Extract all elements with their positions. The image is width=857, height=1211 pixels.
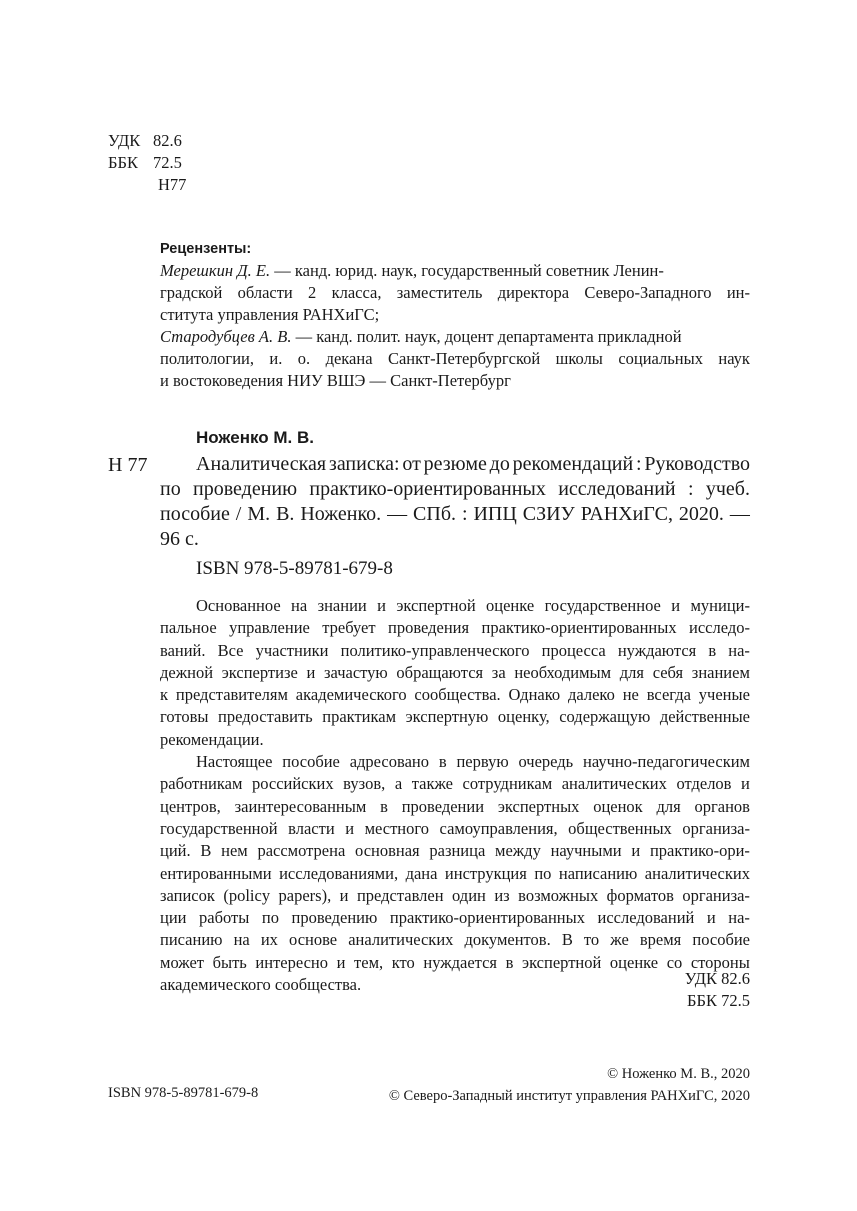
reviewers-block — [160, 238, 750, 392]
reviewer-1-name: Мерешкин Д. Е. — [160, 261, 271, 280]
annotation-p2-line: записок (policy papers), и представлен один из возможных форматов организа- — [160, 885, 750, 905]
isbn-main: ISBN 978-5-89781-679-8 — [196, 558, 393, 579]
udk-label: УДК — [108, 131, 141, 150]
annotation-p2-line: писанию на их основе аналитических документов. В то же время пособие — [160, 930, 750, 950]
udk-row — [108, 130, 186, 152]
annotation-p1-line: Основанное на знании и экспертной оценке государственное и муници- — [196, 596, 750, 615]
bbk-row — [108, 152, 186, 174]
udk-value: 82.6 — [153, 131, 182, 150]
reviewers-heading: Рецензенты: — [160, 241, 252, 257]
annotation-p2-line: академического сообщества. — [160, 975, 362, 995]
classification-codes — [108, 130, 186, 196]
annotation-p2-line: центров, заинтересованным в проведении экспертных оценок для органов — [160, 796, 750, 816]
reviewer-2-line-2: политологии, и. о. декана Санкт-Петербургской школы социальных наук — [160, 349, 750, 368]
reviewer-2-line-3: и востоковедения НИУ ВШЭ — Санкт-Петербург — [160, 371, 511, 390]
annotation-p2-line: государственной власти и местного самоуправления, общественных организа- — [160, 818, 750, 838]
annotation-p1-line: пальное управление требует проведения практико-ориентированных исследо- — [160, 618, 750, 638]
annotation-p2-line: работникам российских вузов, а также сотрудникам аналитических отделов и — [160, 774, 750, 794]
annotation-p1-line: готовы предоставить практикам экспертную оценку, содержащую действенные — [160, 707, 750, 727]
biblio-line-3: пособие / М. В. Ноженко. — СПб. : ИПЦ СЗИУ РАНХиГС, 2020. — — [160, 503, 750, 525]
annotation — [160, 595, 750, 996]
footer-udk: УДК 82.6 — [684, 969, 750, 988]
biblio-code: Н 77 — [108, 454, 148, 476]
footer-bbk: ББК 72.5 — [687, 991, 750, 1010]
biblio-description — [160, 452, 750, 552]
annotation-p2-line: Настоящее пособие адресовано в первую очередь научно-педагогическим — [196, 752, 750, 772]
reviewer-2-name: Стародубцев А. В. — [160, 327, 292, 346]
reviewer-1-text: — канд. юрид. наук, государственный советник Ленин- — [270, 261, 664, 280]
annotation-p1-line: рекомендации. — [160, 729, 264, 749]
biblio-line-4: 96 с. — [160, 528, 199, 550]
copyright-institute: © Северо-Западный институт управления РАНХиГС, 2020 — [388, 1088, 750, 1104]
annotation-p1-line: дежной экспертизе и зачастую обращаются за необходимым для себя знанием — [160, 662, 750, 682]
reviewer-1-line-1 — [160, 260, 750, 282]
reviewer-1-line-3: ститута управления РАНХиГС; — [160, 305, 380, 324]
footer-codes — [685, 968, 750, 1012]
annotation-p2-line: может быть интересно и тем, кто нуждается в экспертной оценке со стороны — [160, 952, 750, 972]
copyright-block — [389, 1063, 750, 1107]
reviewer-2-line-1 — [160, 326, 750, 348]
isbn-bottom: ISBN 978-5-89781-679-8 — [108, 1085, 259, 1101]
biblio-line-2: по проведению практико-ориентированных исследований : учеб. — [160, 478, 750, 500]
annotation-p2-line: ции работы по проведению практико-ориентированных исследований и на- — [160, 908, 750, 928]
biblio-line-1: Аналитическая записка: от резюме до рекомендаций : Руководство — [196, 453, 750, 475]
bbk-value: 72.5 — [153, 153, 182, 172]
reviewer-1-line-2: градской области 2 класса, заместитель директора Северо-Западного ин- — [160, 283, 750, 302]
annotation-p1-line: к представителям академического сообщества. Однако далеко не всегда ученые — [160, 685, 750, 705]
annotation-p2-line: ентированными исследованиями, дана инструкция по написанию аналитических — [160, 863, 750, 883]
annotation-p1-line: ваний. Все участники политико-управленческого процесса нуждаются в на- — [160, 640, 750, 660]
annotation-p2-line: ций. В нем рассмотрена основная разница между научными и практико-ори- — [160, 841, 750, 861]
copyright-author: © Ноженко М. В., 2020 — [607, 1066, 750, 1082]
reviewer-2-text: — канд. полит. наук, доцент департамента прикладной — [291, 327, 682, 346]
bbk-label: ББК — [108, 153, 138, 172]
biblio-author: Ноженко М. В. — [196, 428, 314, 447]
author-code: Н77 — [158, 175, 187, 194]
